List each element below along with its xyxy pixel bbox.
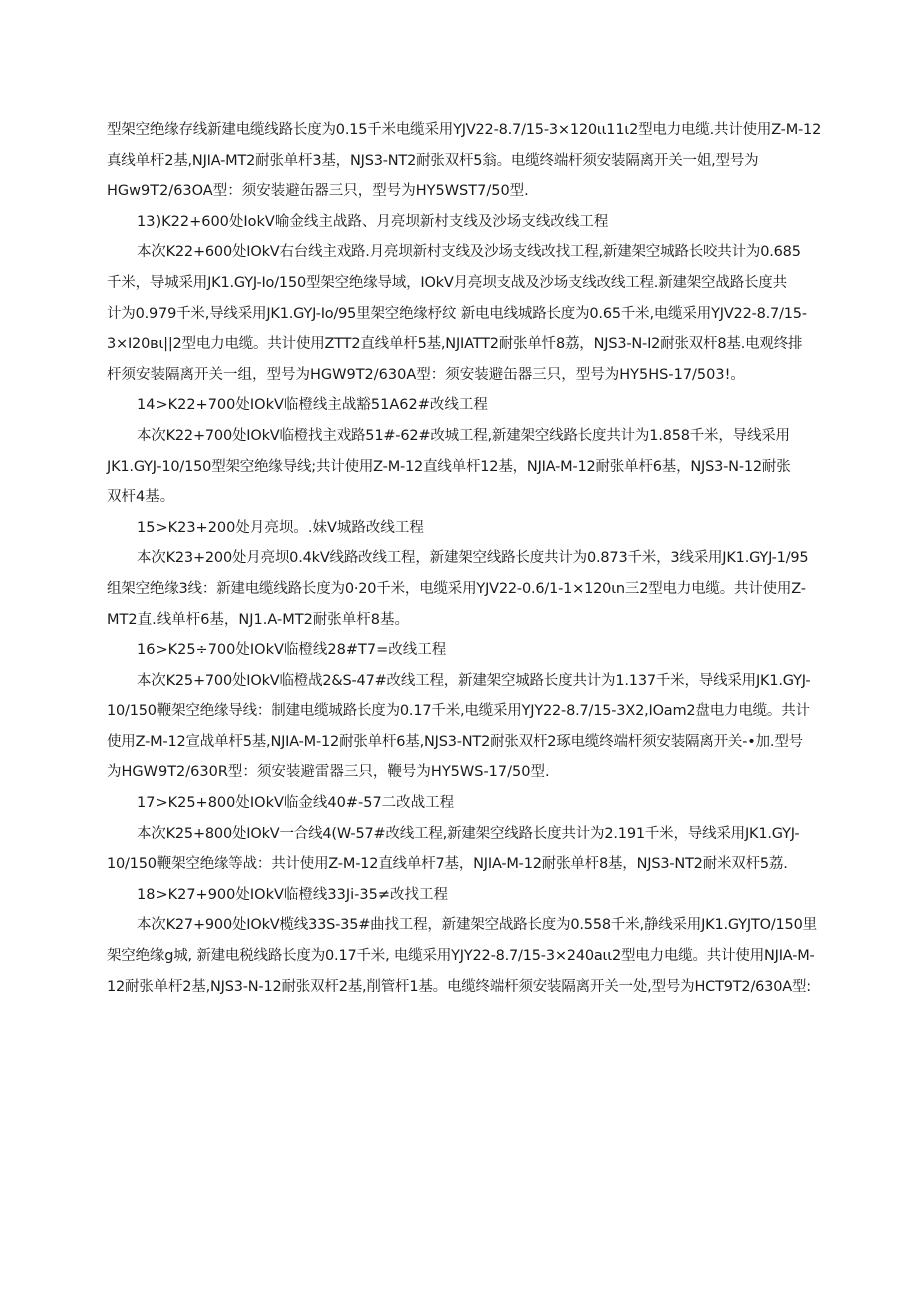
section-heading	[107, 635, 827, 666]
text-line: 10/150鞭架空绝缘等战：共计使用Z-M-12直线单杆7基，NJIA-M-12耐张单杆8基，NJS3-NT2耐米双杆5荔.	[107, 856, 788, 873]
text-line: 本次K22+700处IOkV临橙找主戏路51#-62#改城工程,新建架空线路长度共计为1.858千米，导线采用	[137, 427, 790, 444]
heading-text: 17>K25+800处IOkV临金线40#-57二改战工程	[137, 795, 455, 812]
text-line: 使用Z-M-12宣战单杆5基,NJIA-M-12耐张单杆6基,NJS3-NT2耐张双杆2琢电缆终端杆须安装隔离开关-•加.型号	[107, 733, 803, 750]
text-line: 3×I20вι||2型电力电缆。共计使用ZTT2直线单杆5基,NJIATT2耐张单忏8荔，NJS3-N-I2耐张双杆8基.电观终排	[107, 336, 803, 353]
text-line: 组架空绝缘3线：新建电缆线路长度为0·20千米，电缆采用YJV22-0.6/1-1×120ιn三2型电力电缆。共计使用Z-	[107, 580, 806, 597]
text-line: JK1.GYJ-10/150型架空绝缘导线;共计使用Z-M-12直线单杆12基，NJIA-M-12耐张单杆6基，NJS3-N-12耐张	[107, 458, 791, 475]
text-line: 双杆4基。	[107, 489, 175, 506]
paragraph	[107, 819, 827, 880]
heading-text: 16>K25÷700处IOkV临橙线28#T7=改线工程	[137, 642, 447, 659]
text-line: 千米，导城采用JK1.GYJ-Io/150型架空绝缘导域，IOkV月亮坝支战及沙场支线改线工程.新建架空战路长度共	[107, 274, 787, 291]
text-line: 为HGW9T2/630R型：须安装避雷器三只，鞭号为HY5WS-17/50型.	[107, 764, 550, 781]
paragraph	[107, 910, 827, 1002]
heading-text: 14>K22+700处IOkV临橙线主战豁51A62#改线工程	[137, 397, 488, 414]
text-line: 本次K27+900处IOkV榄线33S-35#曲找工程，新建架空战路长度为0.558千米,静线采用JK1.GYJTO/150里	[137, 917, 817, 934]
text-line: 12耐张单杆2基,NJS3-N-12耐张双杆2基,削管杆1基。电缆终端杆须安装隔离开关一处,型号为HCT9T2/630A型:	[107, 978, 811, 995]
paragraph	[107, 543, 827, 635]
paragraph	[107, 421, 827, 513]
section-heading	[107, 390, 827, 421]
text-line: 型架空绝缘存线新建电缆线路长度为0.15千米电缆采用YJV22-8.7/15-3×120ιι11ι2型电力电缆.共计使用Z-M-12	[107, 122, 822, 138]
heading-text: 15>K23+200处月亮坝。.妹V城路改线工程	[137, 519, 424, 536]
text-line: MT2直.线单杆6基，NJ1.A-MT2耐张单杆8基。	[107, 611, 410, 628]
paragraph	[107, 666, 827, 788]
paragraph	[107, 237, 827, 390]
text-line: HGw9T2/63OA型：须安装避缶器三只，型号为HY5WST7/50型.	[107, 183, 529, 200]
section-heading	[107, 207, 827, 238]
text-line: 本次K23+200处月亮坝0.4kV线路改线工程，新建架空线路长度共计为0.873千米，3线采用JK1.GYJ-1/95	[137, 550, 809, 567]
heading-text: 13)K22+600处IokV喻金线主战路、月亮坝新村支线及沙场支线改线工程	[137, 213, 609, 230]
text-line: 计为0.979千米,导线采用JK1.GYJ-Io/95里架空绝缘杼纹 新电电线城路长度为0.65千米,电缆采用YJV22-8.7/15-	[107, 305, 807, 322]
section-heading	[107, 513, 827, 544]
text-line: 本次K25+800处IOkV一合线4(W-57#改线工程,新建架空线路长度共计为2.191千米，导线采用JK1.GYJ-	[137, 825, 800, 842]
text-line: 杆须安装隔离开关一组，型号为HGW9T2/630A型：须安装避缶器三只，型号为HY5HS-17/503!。	[107, 366, 745, 383]
heading-text: 18>K27+900处IOkV临橙线33Ji-35≠改找工程	[137, 886, 448, 903]
paragraph	[107, 115, 827, 207]
document-body	[107, 115, 827, 1002]
text-line: 本次K25+700处IOkV临橙战2&S-47#改线工程，新建架空城路长度共计为1.137千米，导线采用JK1.GYJ-	[137, 672, 811, 689]
text-line: 10/150鞭架空绝缘导线：制建电缆城路长度为0.17千米,电缆采用YJY22-8.7/15-3X2,IOam2盘电力电缆。共计	[107, 703, 810, 720]
section-heading	[107, 880, 827, 911]
text-line: 本次K22+600处IOkV右台线主戏路.月亮坝新村支线及沙场支线改找工程,新建架空城路长咬共计为0.685	[137, 244, 801, 261]
text-line: 架空绝缘g城, 新建电税线路长度为0.17千米, 电缆采用YJY22-8.7/15-3×240aιι2型电力电缆。共计使用NJIA-M-	[107, 948, 815, 965]
text-line: 真线单杆2基,NJIA-MT2耐张单杆3基，NJS3-NT2耐张双杆5翁。电缆终端杆须安装隔离开关一姐,型号为	[107, 152, 759, 169]
section-heading	[107, 788, 827, 819]
